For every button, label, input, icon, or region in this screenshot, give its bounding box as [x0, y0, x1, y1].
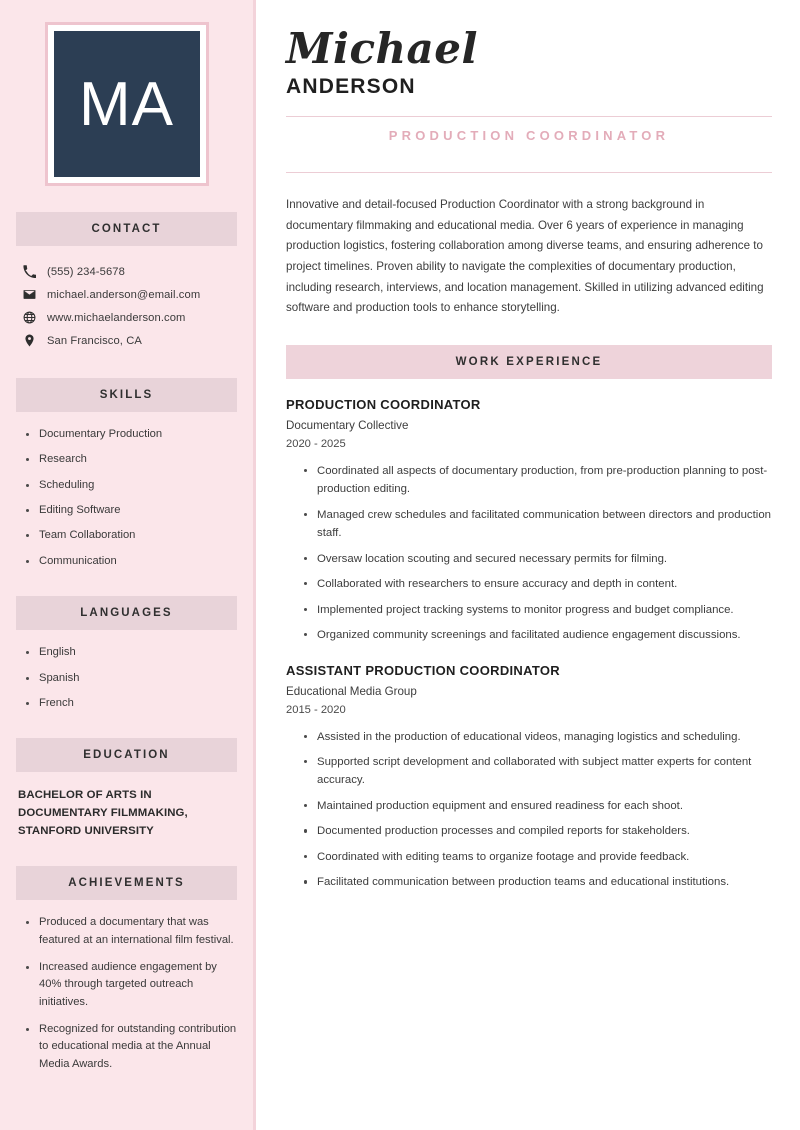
list-item: Documentary Production — [24, 426, 237, 443]
skills-list — [16, 426, 237, 570]
envelope-icon — [22, 288, 36, 301]
list-item: Coordinated all aspects of documentary production, from pre-production planning to post-production editing. — [302, 462, 772, 499]
list-item: Managed crew schedules and facilitated communication between directors and production staff. — [302, 506, 772, 543]
contact-website-text: www.michaelanderson.com — [47, 311, 186, 324]
list-item: Research — [24, 451, 237, 468]
contact-list — [16, 260, 237, 352]
list-item: Spanish — [24, 670, 237, 687]
skills-heading: SKILLS — [16, 378, 237, 412]
globe-icon — [22, 311, 36, 324]
job-company: Documentary Collective — [286, 418, 409, 432]
list-item: English — [24, 644, 237, 661]
job-bullet-list — [286, 462, 772, 645]
education-degree: BACHELOR OF ARTS IN DOCUMENTARY FILMMAKING, STANFORD UNIVERSITY — [18, 789, 188, 838]
contact-item-email[interactable] — [16, 283, 237, 306]
contact-item-website[interactable] — [16, 306, 237, 329]
list-item: Oversaw location scouting and secured necessary permits for filming. — [302, 550, 772, 568]
contact-email-text: michael.anderson@email.com — [47, 288, 201, 301]
sidebar — [0, 0, 256, 1130]
job-entry — [286, 663, 772, 892]
list-item: Assisted in the production of educational videos, managing logistics and scheduling. — [302, 728, 772, 746]
list-item: Recognized for outstanding contribution to educational media at the Annual Media Awards. — [24, 1021, 237, 1073]
last-name: ANDERSON — [286, 75, 416, 98]
list-item: Maintained production equipment and ensured readiness for each shoot. — [302, 797, 772, 815]
contact-location-text: San Francisco, CA — [47, 334, 142, 347]
monogram-frame — [45, 22, 209, 186]
monogram-block — [16, 0, 237, 186]
job-entry — [286, 397, 772, 645]
job-company: Educational Media Group — [286, 684, 417, 698]
contact-item-phone[interactable] — [16, 260, 237, 283]
job-role: ASSISTANT PRODUCTION COORDINATOR — [286, 662, 560, 678]
page-title: PRODUCTION COORDINATOR — [388, 128, 670, 143]
job-bullet-list — [286, 728, 772, 892]
list-item: French — [24, 695, 237, 712]
monogram-box — [54, 31, 200, 177]
list-item: Organized community screenings and facilitated audience engagement discussions. — [302, 626, 772, 644]
job-dates: 2020 - 2025 — [286, 437, 346, 450]
list-item: Documented production processes and compiled reports for stakeholders. — [302, 822, 772, 840]
list-item: Communication — [24, 553, 237, 570]
list-item: Scheduling — [24, 477, 237, 494]
first-name: Michael — [286, 24, 478, 73]
list-item: Editing Software — [24, 502, 237, 519]
list-item: Increased audience engagement by 40% through targeted outreach initiatives. — [24, 959, 237, 1011]
contact-heading: CONTACT — [16, 212, 237, 246]
contact-item-location[interactable] — [16, 329, 237, 352]
name-block — [286, 24, 772, 99]
professional-summary: Innovative and detail-focused Production Coordinator with a strong background in documentary filmmaking and educational media. Over 6 years of experience in managing production logistics, fostering collaboration among diverse teams, and ensuring adherence to project timelines. Proven ability to navigate the complexities of documentary production, including research, interviews, and location management. Skilled in utilizing advanced editing software and production tools to enhance storytelling. — [286, 198, 764, 315]
list-item: Collaborated with researchers to ensure accuracy and depth in content. — [302, 575, 772, 593]
divider-bottom — [286, 172, 772, 173]
work-experience-heading: WORK EXPERIENCE — [286, 345, 772, 379]
list-item: Implemented project tracking systems to monitor progress and budget compliance. — [302, 601, 772, 619]
monogram-initials: MA — [79, 69, 174, 139]
list-item: Facilitated communication between production teams and educational institutions. — [302, 873, 772, 891]
list-item: Coordinated with editing teams to organize footage and provide feedback. — [302, 848, 772, 866]
job-dates: 2015 - 2020 — [286, 703, 346, 716]
languages-heading: LANGUAGES — [16, 596, 237, 630]
main-content — [256, 0, 800, 1130]
list-item: Supported script development and collaborated with subject matter experts for content accuracy. — [302, 753, 772, 790]
map-pin-icon — [22, 334, 36, 347]
job-role: PRODUCTION COORDINATOR — [286, 396, 481, 412]
languages-list — [16, 644, 237, 712]
phone-icon — [22, 265, 36, 278]
contact-phone-text: (555) 234-5678 — [47, 265, 125, 278]
education-heading: EDUCATION — [16, 738, 237, 772]
achievements-list — [16, 914, 237, 1073]
list-item: Team Collaboration — [24, 527, 237, 544]
achievements-heading: ACHIEVEMENTS — [16, 866, 237, 900]
list-item: Produced a documentary that was featured at an international film festival. — [24, 914, 237, 949]
